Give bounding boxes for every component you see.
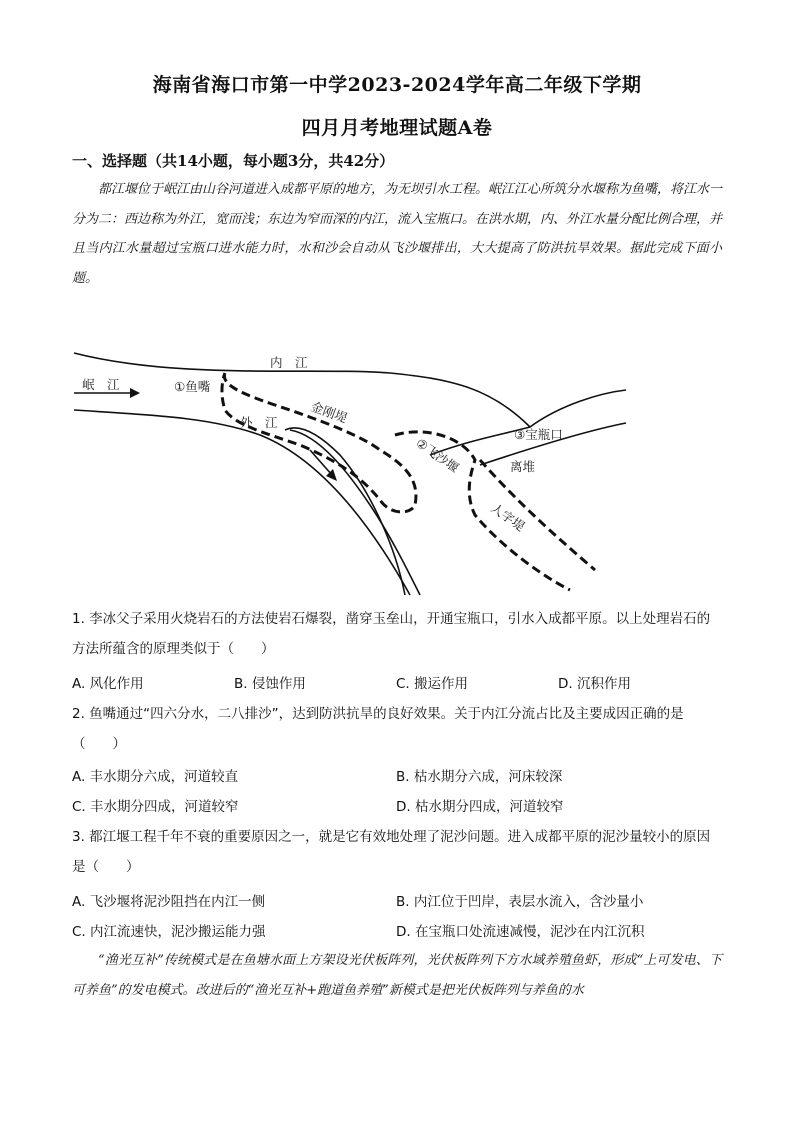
feisha-weir-dike — [395, 432, 570, 590]
question-2-stem: 2. 鱼嘴通过“四六分水，二八排沙”，达到防洪抗旱的良好效果。关于内江分流占比及主要成因正确的是（ ） — [72, 706, 684, 752]
label-renzidi: 人字堤 — [488, 500, 528, 534]
q1-option-b[interactable]: B. 侵蚀作用 — [234, 676, 306, 692]
q3-option-c[interactable]: C. 内江流速快，泥沙搬运能力强 — [72, 924, 266, 940]
jingang-dike — [222, 373, 416, 512]
exam-title-line2: 四月月考地理试题A卷 — [301, 117, 493, 139]
label-feishayan: ②飞沙堰 — [413, 435, 462, 476]
q2-option-d[interactable]: D. 枯水期分四成，河道较窄 — [396, 799, 564, 815]
q1-option-c[interactable]: C. 搬运作用 — [396, 676, 469, 692]
intro-passage-1: 都江堰位于岷江由山谷河道进入成都平原的地方，为无坝引水工程。岷江江心所筑分水堰称为鱼嘴，将江水一分为二：西边称为外江，宽而浅；东边为窄而深的内江，流入宝瓶口。在洪水期，内、外江水量分配比例合理，并且当内江水量超过宝瓶口进水能力时，水和沙会自动从飞沙堰排出，大大提高了防洪抗旱效果。据此完成下面小题。 — [72, 182, 723, 286]
label-baopingkou: ③宝瓶口 — [514, 427, 563, 442]
dujiangyan-map — [70, 335, 630, 600]
section-header: 一、选择题（共14小题，每小题3分，共42分） — [72, 152, 395, 170]
q2-option-b[interactable]: B. 枯水期分六成，河床较深 — [396, 769, 563, 785]
label-yuzui: ①鱼嘴 — [174, 379, 211, 394]
q1-option-a[interactable]: A. 风化作用 — [72, 676, 144, 692]
intro-passage-2: “渔光互补”传统模式是在鱼塘水面上方架设光伏板阵列，光伏板阵列下方水域养殖鱼虾，形成“上可发电、下可养鱼”的发电模式。改进后的“渔光互补+跑道鱼养殖”新模式是把光伏板阵列与养鱼的水 — [72, 953, 722, 998]
label-lidui: 离堆 — [510, 459, 536, 474]
label-jingangdi: 金刚堤 — [308, 398, 350, 426]
q2-option-a[interactable]: A. 丰水期分六成，河道较直 — [72, 769, 239, 785]
question-3-stem: 3. 都江堰工程千年不衰的重要原因之一，就是它有效地处理了泥沙问题。进入成都平原的泥沙量较小的原因是（ ） — [72, 829, 711, 875]
exam-title-line1: 海南省海口市第一中学2023-2024学年高二年级下学期 — [152, 74, 642, 96]
label-neijiang: 内 江 — [270, 355, 308, 370]
minjiang-arrowhead — [130, 388, 140, 398]
label-minjiang: 岷 江 — [82, 377, 120, 392]
label-waijiang: 外 江 — [240, 415, 278, 430]
q1-option-d[interactable]: D. 沉积作用 — [558, 676, 631, 692]
question-1-stem: 1. 李冰父子采用火烧岩石的方法使岩石爆裂，凿穿玉垒山，开通宝瓶口，引水入成都平原。以上处理岩石的方法所蕴含的原理类似于（ ） — [72, 611, 711, 657]
q3-option-d[interactable]: D. 在宝瓶口处流速减慢，泥沙在内江沉积 — [396, 924, 645, 940]
q3-option-b[interactable]: B. 内江位于凹岸，表层水流入，含沙量小 — [396, 894, 644, 910]
q3-option-a[interactable]: A. 飞沙堰将泥沙阻挡在内江一侧 — [72, 894, 266, 910]
q2-option-c[interactable]: C. 丰水期分四成，河道较窄 — [72, 799, 239, 815]
